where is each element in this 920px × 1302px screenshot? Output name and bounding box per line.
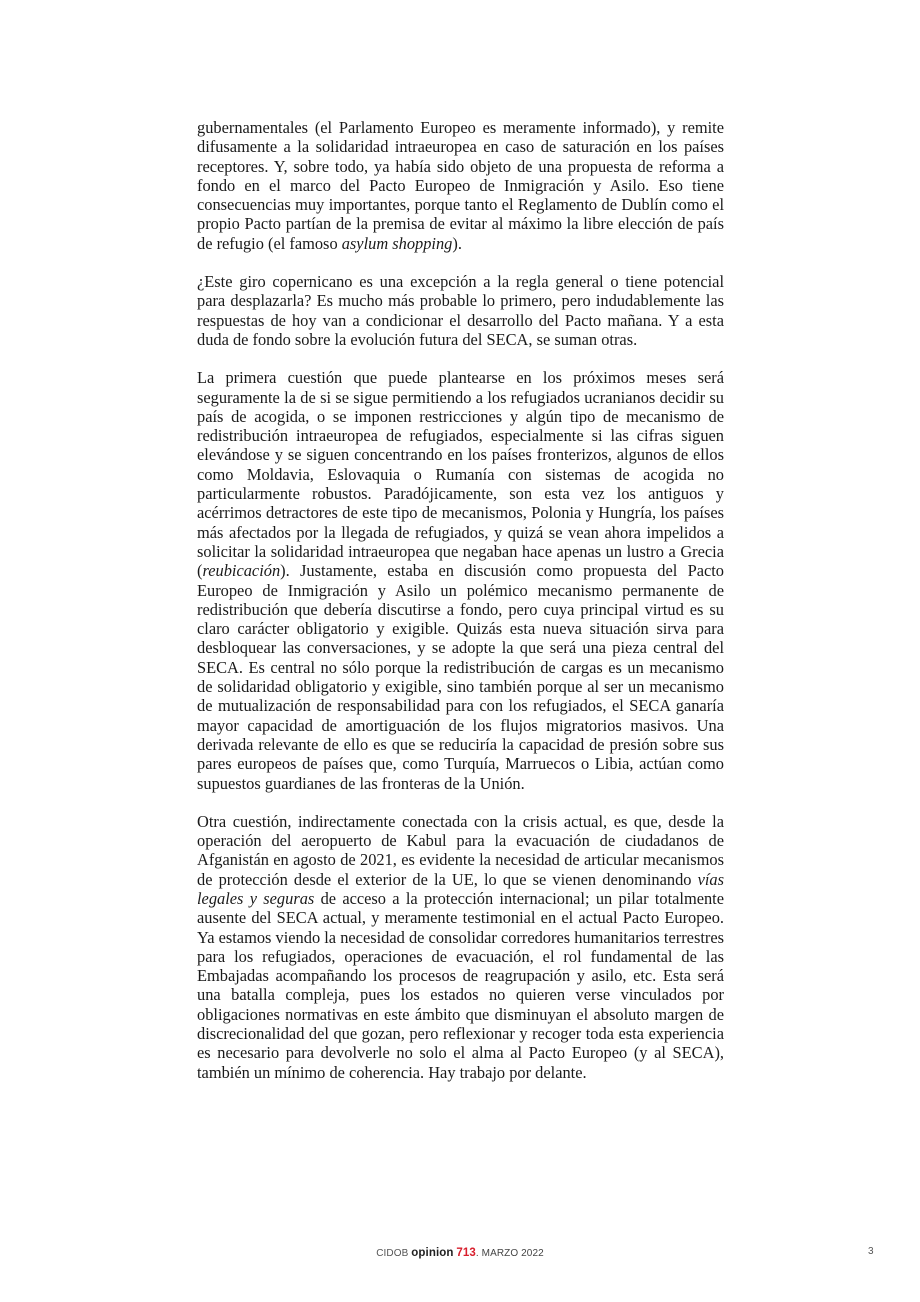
footer-issue-number: 713 — [456, 1247, 476, 1259]
page-footer — [0, 1247, 920, 1259]
paragraph-text: La primera cuestión que puede plantearse en los próximos meses será seguramente la de si se sigue permitiendo a los refugiados ucranianos decidir su país de acogida, o se imponen restricciones y algún tipo de mecanismo de redistribución intraeuropea de refugiados, especialmente si las cifras siguen elevándose y se siguen concentrando en los países fronterizos, algunos de ellos como Moldavia, Eslovaquia o Rumanía con sistemas de acogida no particularmente robustos. Paradójicamente, son esta vez los antiguos y acérrimos detractores de este tipo de mecanismos, Polonia y Hungría, los países más afectados por la llegada de refugiados, y quizá se vean ahora impelidos a solicitar la solidaridad intraeuropea que negaban hace apenas un lustro a Grecia ( — [197, 368, 724, 581]
body-paragraph — [197, 118, 724, 253]
body-paragraph — [197, 368, 724, 793]
italic-term: asylum shopping — [341, 233, 453, 253]
footer-date: . MARZO 2022 — [475, 1248, 544, 1259]
paragraph-text: de acceso a la protección internacional; un pilar totalmente ausente del SECA actual, y meramente testimonial en el actual Pacto Europeo. Ya estamos viendo la necesidad de consolidar corredores humanitarios terrestres para los refugiados, operaciones de evacuación, el rol fundamental de las Embajadas acompañando los procesos de reagrupación y asilo, etc. Esta será una batalla compleja, pues los estados no quieren verse vinculados por obligaciones normativas en este ámbito que disminuyan el absoluto margen de discrecionalidad del que gozan, pero reflexionar y recoger toda esta experiencia es necesario para devolverle no solo el alma al Pacto Europeo (y al SECA), también un mínimo de coherencia. Hay trabajo por delante. — [197, 888, 724, 1082]
italic-term: reubicación — [202, 561, 281, 581]
page-number: 3 — [868, 1246, 874, 1257]
paragraph-text: Otra cuestión, indirectamente conectada con la crisis actual, es que, desde la operación del aeropuerto de Kabul para la evacuación de ciudadanos de Afganistán en agosto de 2021, es evidente la necesidad de articular mecanismos de protección desde el exterior de la UE, lo que se vienen denominando — [197, 811, 724, 889]
body-paragraph — [197, 272, 724, 349]
paragraph-text: ). Justamente, estaba en discusión como propuesta del Pacto Europeo de Inmigración y Asilo un polémico mecanismo permanente de redistribución que debería discutirse a fondo, pero cuya principal virtud es su claro carácter obligatorio y exigible. Quizás esta nueva situación sirva para desbloquear las conversaciones, y se adopte la que será una pieza central del SECA. Es central no sólo porque la redistribución de cargas es un mecanismo de solidaridad obligatorio y exigible, sino también porque al ser un mecanismo de mutualización de responsabilidad para con los refugiados, el SECA ganaría mayor capacidad de amortiguación de los flujos migratorios masivos. Una derivada relevante de ello es que se reduciría la capacidad de presión sobre sus pares europeos de países que, como Turquía, Marruecos o Libia, actúan como supuestos guardianes de las fronteras de la Unión. — [197, 561, 724, 793]
italic-term: vías legales y seguras — [197, 869, 724, 908]
paragraph-text: gubernamentales (el Parlamento Europeo es meramente informado), y remite difusamente a la solidaridad intraeuropea en caso de saturación en los países receptores. Y, sobre todo, ya había sido objeto de una propuesta de reforma a fondo en el marco del Pacto Europeo de Inmigración y Asilo. Eso tiene consecuencias muy importantes, porque tanto el Reglamento de Dublín como el propio Pacto partían de la premisa de evitar al máximo la libre elección de país de refugio (el famoso — [197, 118, 724, 253]
body-paragraph — [197, 812, 724, 1082]
paragraph-text: ¿Este giro copernicano es una excepción a la regla general o tiene potencial para desplazarla? Es mucho más probable lo primero, pero indudablemente las respuestas de hoy van a condicionar el desarrollo del Pacto mañana. Y a esta duda de fondo sobre la evolución futura del SECA, se suman otras. — [197, 272, 724, 349]
footer-series: opinion — [411, 1247, 454, 1259]
article-body — [197, 118, 724, 1101]
footer-brand: CIDOB — [376, 1248, 409, 1259]
paragraph-text: ). — [452, 233, 462, 253]
